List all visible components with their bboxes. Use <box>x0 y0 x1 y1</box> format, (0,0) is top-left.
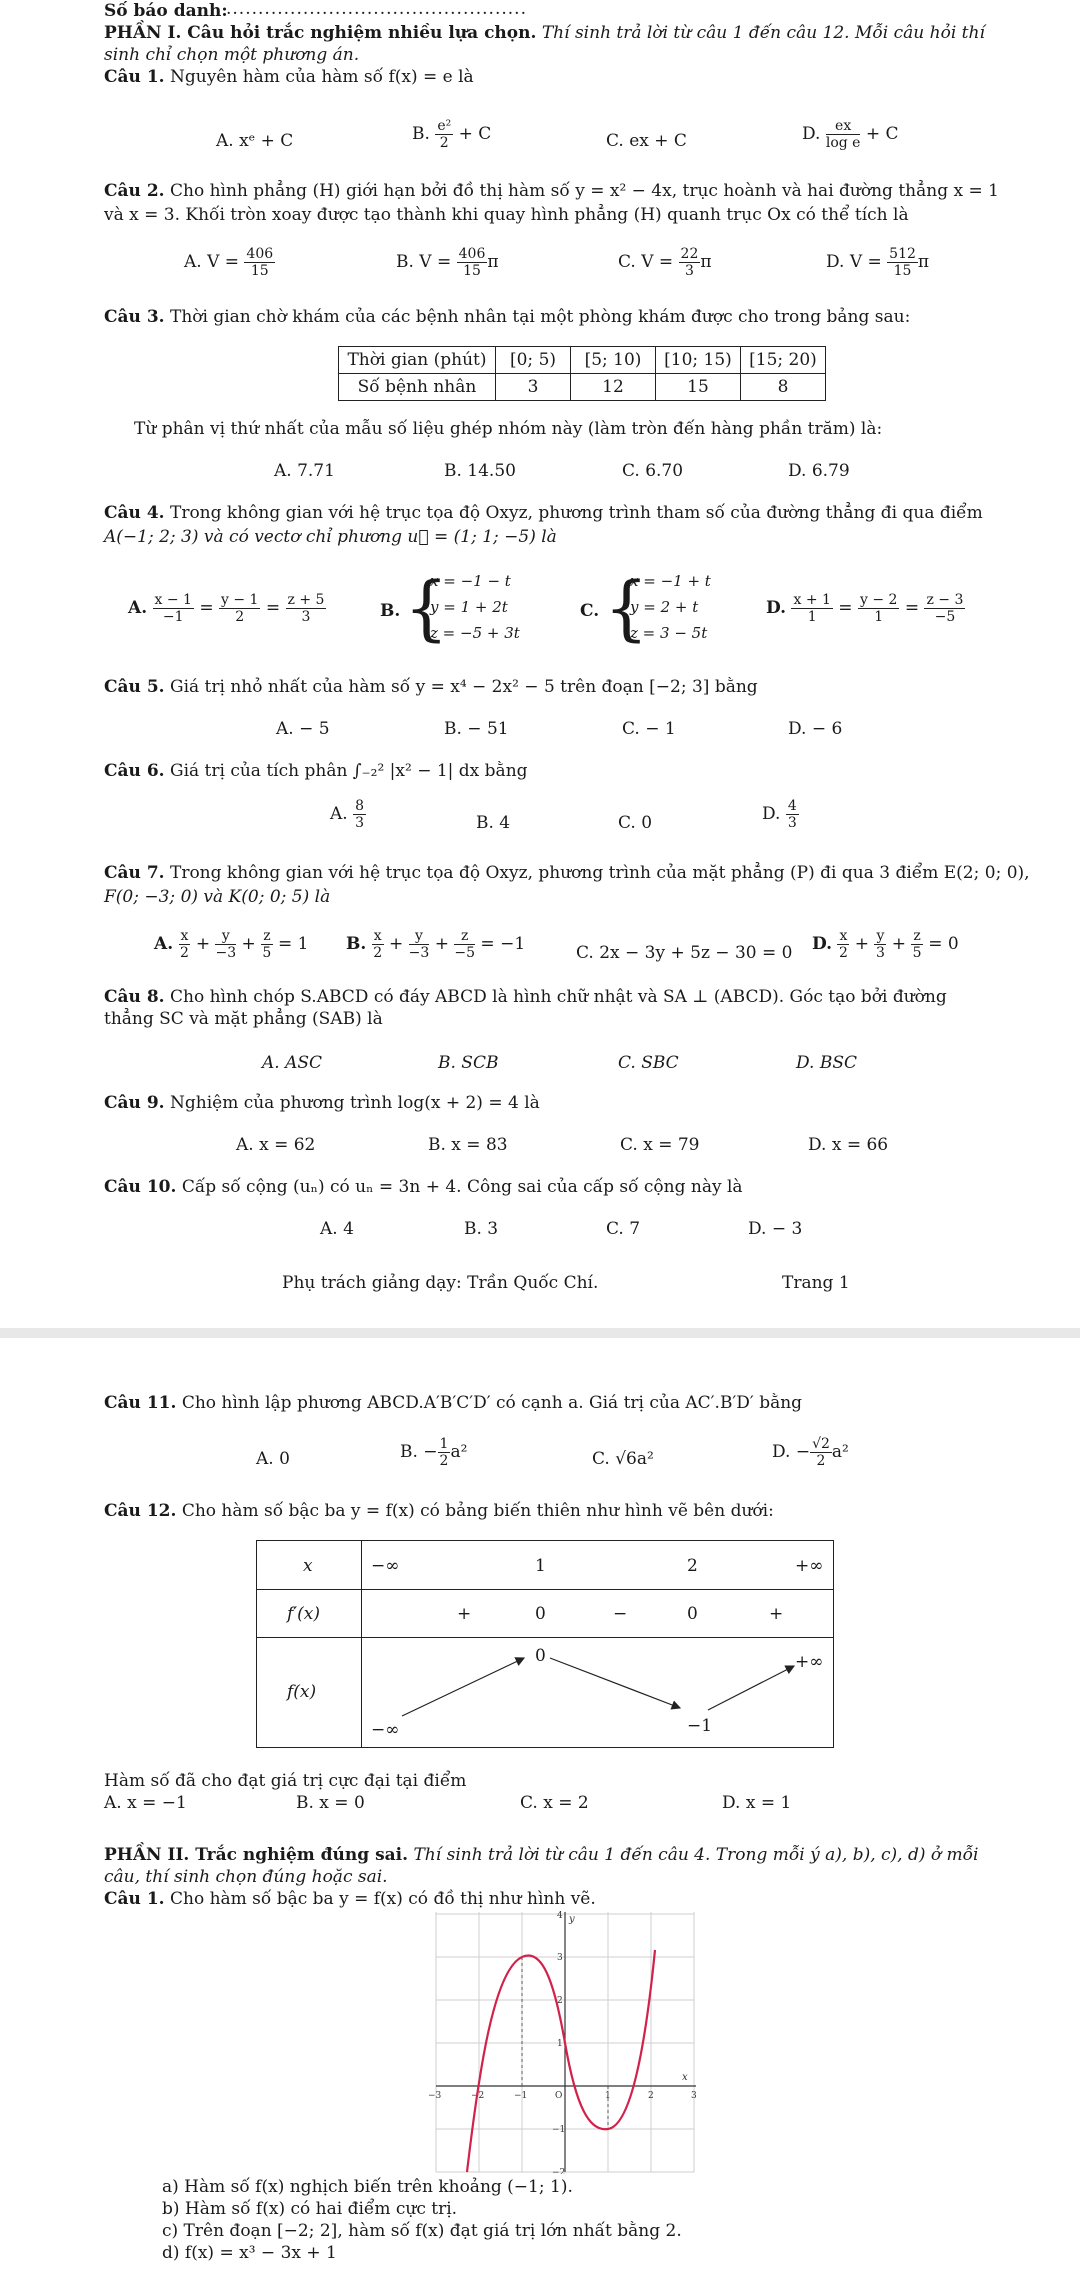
vt-sign: + <box>457 1604 472 1624</box>
q7-stem <box>104 862 1030 884</box>
q2-stem <box>104 180 999 202</box>
q9-option-c[interactable]: C. x = 79 <box>620 1135 700 1155</box>
x-tick: 1 <box>605 2091 611 2101</box>
vt-x-label: x <box>303 1556 313 1576</box>
q1-option-d[interactable] <box>802 118 899 151</box>
table-head: Số bệnh nhân <box>339 374 496 401</box>
vt-x-value: −∞ <box>371 1556 400 1576</box>
q3-option-b[interactable]: B. 14.50 <box>444 461 516 481</box>
q4-label: Câu 4. <box>104 503 165 523</box>
q11-option-d[interactable]: D. − $\frac{√2}{2}$ a² <box>772 1436 849 1469</box>
q7-text2: F(0; −3; 0) và K(0; 0; 5) là <box>104 887 331 907</box>
table-row <box>339 374 826 401</box>
y-tick: 2 <box>557 1996 563 2006</box>
q4-option-d[interactable]: D. $\frac{x + 1}{1}$ = $\frac{y - 2}{1}$ = $\frac{z - 3}{-5}$ <box>766 592 964 625</box>
q5-option-d[interactable]: D. − 6 <box>788 719 843 739</box>
table-cell: 12 <box>571 374 656 401</box>
q1-b-frac: $\frac{\text{e²}}{2}$ <box>437 118 452 151</box>
vt-sign: + <box>769 1604 784 1624</box>
q10-text: Cấp số cộng (uₙ) có uₙ = 3n + 4. Công sai của cấp số cộng này là <box>181 1177 743 1197</box>
q9-option-d[interactable]: D. x = 66 <box>808 1135 889 1155</box>
q7-label: Câu 7. <box>104 863 165 883</box>
q6-label: Câu 6. <box>104 761 165 781</box>
table-cell: [0; 5) <box>496 347 571 374</box>
q8-text2: thẳng SC và mặt phẳng (SAB) là <box>104 1009 383 1029</box>
q1-d-tail: + C <box>865 124 899 144</box>
cubic-curve <box>467 1950 655 2172</box>
x-tick: 2 <box>648 2091 654 2101</box>
q2-label: Câu 2. <box>104 181 165 201</box>
q1-option-c[interactable]: C. ex + C <box>606 131 687 151</box>
x-tick: −1 <box>514 2091 528 2101</box>
vt-x-value: +∞ <box>795 1556 824 1576</box>
footer-page-number: Trang 1 <box>782 1273 850 1293</box>
table-cell: 3 <box>496 374 571 401</box>
q10-label: Câu 10. <box>104 1177 177 1197</box>
q12-option-b[interactable]: B. x = 0 <box>296 1793 365 1813</box>
q1-option-a[interactable]: A. xᵉ + C <box>216 131 294 151</box>
q4-option-a[interactable]: A. $\frac{x - 1}{-1}$ = $\frac{y - 1}{2}$ = $\frac{z + 5}{3}$ <box>128 592 325 625</box>
q5-option-a[interactable]: A. − 5 <box>276 719 330 739</box>
table-row <box>339 347 826 374</box>
table-cell: [5; 10) <box>571 347 656 374</box>
sbd-dots: ............................................... <box>226 0 527 19</box>
q12-text2: Hàm số đã cho đạt giá trị cực đại tại điểm <box>104 1771 467 1791</box>
q1-b-label: B. <box>412 124 430 144</box>
q7-option-d[interactable]: D. $\frac{x}{2}$ + $\frac{y}{3}$ + $\frac{z}{5}$ = 0 <box>812 928 959 961</box>
part2-item-a[interactable]: a) Hàm số f(x) nghịch biến trên khoảng (−1; 1). <box>162 2177 573 2197</box>
q10-option-a[interactable]: A. 4 <box>320 1219 354 1239</box>
q3-option-a[interactable]: A. 7.71 <box>274 461 335 481</box>
q10-option-c[interactable]: C. 7 <box>606 1219 641 1239</box>
q4-text2: A(−1; 2; 3) và có vectơ chỉ phương u⃗ = (1; 1; −5) là <box>104 527 557 547</box>
sbd-label: Số báo danh: <box>104 1 228 21</box>
vt-f-value: 0 <box>535 1646 546 1666</box>
part2-q1-text: Cho hàm số bậc ba y = f(x) có đồ thị như hình vẽ. <box>169 1889 596 1909</box>
q10-option-d[interactable]: D. − 3 <box>748 1219 803 1239</box>
q5-option-b[interactable]: B. − 51 <box>444 719 509 739</box>
q7-text: Trong không gian với hệ trục tọa độ Oxyz, phương trình của mặt phẳng (P) đi qua 3 điểm E(2; 0; 0), <box>169 863 1030 883</box>
q11-label: Câu 11. <box>104 1393 177 1413</box>
y-tick: 1 <box>557 2039 563 2049</box>
q12-option-a[interactable]: A. x = −1 <box>104 1793 187 1813</box>
q4-text: Trong không gian với hệ trục tọa độ Oxyz, phương trình tham số của đường thẳng đi qua điểm <box>169 503 983 523</box>
origin-label: O <box>555 2091 563 2101</box>
x-tick: −2 <box>471 2091 485 2101</box>
q1-stem <box>104 66 474 88</box>
q1-text: Nguyên hàm của hàm số f(x) = e là <box>169 67 474 87</box>
vt-f-value: −∞ <box>371 1720 400 1740</box>
q6-stem <box>104 760 528 782</box>
q8-option-a[interactable]: A. ASC <box>262 1053 323 1073</box>
q12-option-c[interactable]: C. x = 2 <box>520 1793 589 1813</box>
q11-text: Cho hình lập phương ABCD.A′B′C′D′ có cạnh a. Giá trị của AC′.B′D′ bằng <box>181 1393 803 1413</box>
vt-arrow-down <box>550 1658 680 1708</box>
vt-x-value: 2 <box>687 1556 698 1576</box>
q5-label: Câu 5. <box>104 677 165 697</box>
part1-title: PHẦN I. Câu hỏi trắc nghiệm nhiều lựa chọn. <box>104 23 537 43</box>
q11-option-c[interactable]: C. √6a² <box>592 1449 654 1469</box>
q4-stem <box>104 502 983 524</box>
q6-option-a[interactable]: A. $\frac{8}{3}$ <box>330 798 365 831</box>
vt-x-value: 1 <box>535 1556 546 1576</box>
q12-label: Câu 12. <box>104 1501 177 1521</box>
q6-option-c[interactable]: C. 0 <box>618 813 653 833</box>
q3-option-d[interactable]: D. 6.79 <box>788 461 850 481</box>
table-cell: [10; 15) <box>656 347 741 374</box>
vt-f-label: f(x) <box>287 1682 317 1702</box>
vt-sign: 0 <box>535 1604 546 1624</box>
q8-stem <box>104 986 947 1008</box>
x-axis-label: x <box>682 2072 688 2083</box>
q8-text: Cho hình chóp S.ABCD có đáy ABCD là hình chữ nhật và SA ⊥ (ABCD). Góc tạo bởi đường <box>169 987 947 1007</box>
q9-option-b[interactable]: B. x = 83 <box>428 1135 508 1155</box>
q5-option-c[interactable]: C. − 1 <box>622 719 676 739</box>
q3-stem <box>104 306 910 328</box>
q9-text: Nghiệm của phương trình log(x + 2) = 4 là <box>169 1093 540 1113</box>
q12-text: Cho hàm số bậc ba y = f(x) có bảng biến thiên như hình vẽ bên dưới: <box>181 1501 774 1521</box>
vt-sign: − <box>613 1604 628 1624</box>
q9-label: Câu 9. <box>104 1093 165 1113</box>
vt-f-value: +∞ <box>795 1652 824 1672</box>
part2-item-c[interactable]: c) Trên đoạn [−2; 2], hàm số f(x) đạt giá trị lớn nhất bằng 2. <box>162 2221 682 2241</box>
vt-fprime-label: f′(x) <box>287 1604 321 1624</box>
y-tick: −2 <box>552 2168 566 2174</box>
q8-option-d[interactable]: D. BSC <box>796 1053 857 1073</box>
q10-option-b[interactable]: B. 3 <box>464 1219 499 1239</box>
q11-stem <box>104 1392 802 1414</box>
q3-frequency-table <box>338 346 826 401</box>
q6-text: Giá trị của tích phân ∫₋₂² |x² − 1| dx bằng <box>169 761 528 781</box>
q12-stem <box>104 1500 774 1522</box>
q3-text: Thời gian chờ khám của các bệnh nhân tại một phòng khám được cho trong bảng sau: <box>169 307 911 327</box>
q2-option-d[interactable]: D. V = $\frac{512}{15}$ π <box>826 246 930 279</box>
q10-stem <box>104 1176 743 1198</box>
y-tick: 4 <box>557 1911 563 1921</box>
part2-item-d[interactable]: d) f(x) = x³ − 3x + 1 <box>162 2243 337 2263</box>
part2-title: PHẦN II. Trắc nghiệm đúng sai. <box>104 1845 409 1865</box>
q1-b-tail: + C <box>458 124 492 144</box>
q3-label: Câu 3. <box>104 307 165 327</box>
q7-option-c[interactable]: C. 2x − 3y + 5z − 30 = 0 <box>576 943 793 963</box>
q8-option-c[interactable]: C. SBC <box>618 1053 679 1073</box>
q2-option-c[interactable]: C. V = $\frac{22}{3}$ π <box>618 246 712 279</box>
q1-label: Câu 1. <box>104 67 165 87</box>
part1-instr2: sinh chỉ chọn một phương án. <box>104 45 360 65</box>
q7-option-b[interactable]: B. $\frac{x}{2}$ + $\frac{y}{-3}$ + $\frac{z}{-5}$ = −1 <box>346 928 526 961</box>
table-cell: [15; 20) <box>741 347 826 374</box>
q9-stem <box>104 1092 540 1114</box>
q8-option-b[interactable]: B. SCB <box>438 1053 499 1073</box>
vt-arrow-up <box>402 1658 524 1716</box>
x-tick: 3 <box>691 2091 697 2101</box>
part2-q1-label: Câu 1. <box>104 1889 165 1909</box>
vt-arrows <box>362 1638 832 1746</box>
q1-d-label: D. <box>802 124 821 144</box>
q6-option-b[interactable]: B. 4 <box>476 813 511 833</box>
q3-text2: Từ phân vị thứ nhất của mẫu số liệu ghép nhóm này (làm tròn đến hàng phần trăm) là: <box>134 419 883 439</box>
q9-option-a[interactable]: A. x = 62 <box>236 1135 316 1155</box>
q5-stem <box>104 676 758 698</box>
q5-text: Giá trị nhỏ nhất của hàm số y = x⁴ − 2x² − 5 trên đoạn [−2; 3] bằng <box>169 677 758 697</box>
vt-arrow-up <box>708 1666 794 1710</box>
y-tick: 3 <box>557 1953 563 1963</box>
part2-instr2: câu, thí sinh chọn đúng hoặc sai. <box>104 1867 388 1887</box>
vt-sign: 0 <box>687 1604 698 1624</box>
part1-instr: Thí sinh trả lời từ câu 1 đến câu 12. Mỗi câu hỏi thí <box>541 23 985 43</box>
part1-heading <box>104 22 985 44</box>
q2-option-a[interactable]: A. V = $\frac{406}{15}$ <box>184 246 274 279</box>
q7-option-a[interactable]: A. $\frac{x}{2}$ + $\frac{y}{-3}$ + $\frac{z}{5}$ = 1 <box>154 928 309 961</box>
vt-f-value: −1 <box>687 1716 713 1736</box>
cubic-graph <box>424 1910 700 2174</box>
part2-q1-stem <box>104 1888 596 1910</box>
q11-option-b[interactable]: B. − $\frac{1}{2}$ a² <box>400 1436 468 1469</box>
table-cell: 8 <box>741 374 826 401</box>
q12-option-d[interactable]: D. x = 1 <box>722 1793 792 1813</box>
table-head: Thời gian (phút) <box>339 347 496 374</box>
part2-heading <box>104 1844 979 1866</box>
footer-teacher: Phụ trách giảng dạy: Trần Quốc Chí. <box>282 1273 599 1293</box>
q8-label: Câu 8. <box>104 987 165 1007</box>
variation-table <box>256 1540 834 1748</box>
q1-d-frac: $\frac{ex}{\text{log e}}$ <box>825 118 861 151</box>
x-tick-labels <box>428 2091 697 2101</box>
y-axis-label: y <box>569 1914 575 1925</box>
x-tick: −3 <box>428 2091 442 2101</box>
part2-item-b[interactable]: b) Hàm số f(x) có hai điểm cực trị. <box>162 2199 458 2219</box>
q2-text2: và x = 3. Khối tròn xoay được tạo thành khi quay hình phẳng (H) quanh trục Ox có thể tích là <box>104 205 909 225</box>
q2-option-b[interactable]: B. V = $\frac{406}{15}$ π <box>396 246 499 279</box>
exam-page: Số báo danh: ............................................... PHẦN I. Câu hỏi trắc nghiệm nhiều lựa chọn. Thí sinh trả lời từ câu 1 đến câu 12. Mỗi câu hỏi thí sinh chỉ chọn một phương án. Câu 1. Nguyên hàm của hàm số f(x) = e là A. xᵉ + C B. $\frac{\text{e²}}{2}$ + C C. ex + C D. $\frac{ex}{\text{log e}}$ + C Câu 2. Cho hình phẳng (H) giới hạn bởi đồ thị hàm số y = x² − 4x, trục hoành và hai đường thẳng x = 1 và x = 3. Khối tròn xoay được tạo thành khi quay hình phẳng (H) quanh trục Ox có thể tích là A. V = $\frac{406}{15}$ B. V = $\frac{406}{15}$ π C. V = $\frac{22}{3}$ π D. V = $\frac{512}{15}$ π Câu 3. Thời gian chờ khám của các bệnh nhân tại một phòng khám được cho trong bảng sau: Thời gian (phút) [0; 5) [5; 10) [10; 15) [15; 20) Số bệnh nhân 3 12 15 8 Từ phân vị thứ nhất của mẫu số liệu ghép nhóm này (làm tròn đến hàng phần trăm) là: A. 7.71 B. 14.50 C. 6.70 D. 6.79 Câu 4. Trong không gian với hệ trục tọa độ Oxyz, phương trình tham số của đường thẳng đi qua điểm A(−1; 2; 3) và có vectơ chỉ phương u⃗ = (1; 1; −5) là A. $\frac{x - 1}{-1}$ = $\frac{y - 1}{2}$ = $\frac{z + 5}{3}$ B. { x = −1 − t y = 1 + 2t z = −5 + 3t C. { x = −1 + t y = 2 + t z = 3 − 5t D. $\frac{x + 1}{1}$ = $\frac{y - 2}{1}$ = $\frac{z - 3}{-5}$ Câu 5. Giá trị nhỏ nhất của hàm số y = x⁴ − 2x² − 5 trên đoạn [−2; 3] bằng A. − 5 B. − 51 C. − 1 D. − 6 Câu 6. Giá trị của tích phân ∫₋₂² |x² − 1| dx bằng A. $\frac{8}{3}$ B. 4 C. 0 D. $\frac{4}{3}$ Câu 7. Trong không gian với hệ trục tọa độ Oxyz, phương trình của mặt phẳng (P) đi qua 3 điểm E(2; 0; 0), F(0; −3; 0) và K(0; 0; 5) là A. $\frac{x}{2}$ + $\frac{y}{-3}$ + $\frac{z}{5}$ = 1 B. $\frac{x}{2}$ + $\frac{y}{-3}$ + $\frac{z}{-5}$ = −1 C. 2x − 3y + 5z − 30 = 0 D. $\frac{x}{2}$ + $\frac{y}{3}$ + $\frac{z}{5}$ = 0 Câu 8. Cho hình chóp S.ABCD có đáy ABCD là hình chữ nhật và SA ⊥ (ABCD). Góc tạo bởi đường thẳng SC và mặt phẳng (SAB) là A. ASC B. SCB C. SBC D. BSC Câu 9. Nghiệm của phương trình log(x + 2) = 4 là A. x = 62 B. x = 83 C. x = 79 D. x = 66 Câu 10. Cấp số cộng (uₙ) có uₙ = 3n + 4. Công sai của cấp số cộng này là A. 4 B. 3 C. 7 D. − 3 Phụ trách giảng dạy: Trần Quốc Chí. Trang 1 Câu 11. Cho hình lập phương ABCD.A′B′C′D′ có cạnh a. Giá trị của AC′.B′D′ bằng A. 0 B. − $\frac{1}{2}$ a² C. √6a² D. − $\frac{√2}{2}$ a² Câu 12. Cho hàm số bậc ba y = f(x) có bảng biến thiên như hình vẽ bên dưới: x −∞ 1 2 +∞ f′(x) + 0 − 0 + f(x) 0 +∞ −∞ −1 Hàm số đã cho đạt giá trị cực đại tại điểm A. x = −1 B. x = 0 C. x = 2 D. x = 1 PHẦN II. Trắc nghiệm đúng sai. Thí sinh trả lời từ câu 1 đến câu 4. Trong mỗi ý a), b), c), d) ở mỗi câu, thí sinh chọn đúng hoặc sai. Câu 1. Cho hàm số bậc ba y = f(x) có đồ thị như hình vẽ. y x O −3 −2 −1 1 2 3 −2 −1 1 2 3 4 a) Hàm số f(x) nghịch biến trên khoảng (−1; 1). b) Hàm số f(x) có hai điểm cực trị. c) Trên đoạn [−2; 2], hàm số f(x) đạt giá trị lớn nhất bằng 2. d) f(x) = x³ − 3x + 1 <box>0 0 1080 2293</box>
page-separator <box>0 1328 1080 1338</box>
table-cell: 15 <box>656 374 741 401</box>
q1-option-b[interactable] <box>412 118 491 151</box>
part2-instr: Thí sinh trả lời từ câu 1 đến câu 4. Trong mỗi ý a), b), c), d) ở mỗi <box>413 1845 979 1865</box>
q3-option-c[interactable]: C. 6.70 <box>622 461 684 481</box>
q2-text: Cho hình phẳng (H) giới hạn bởi đồ thị hàm số y = x² − 4x, trục hoành và hai đường thẳng x = 1 <box>169 181 999 201</box>
q11-option-a[interactable]: A. 0 <box>256 1449 290 1469</box>
q6-option-d[interactable]: D. $\frac{4}{3}$ <box>762 798 797 831</box>
y-tick: −1 <box>552 2125 566 2135</box>
